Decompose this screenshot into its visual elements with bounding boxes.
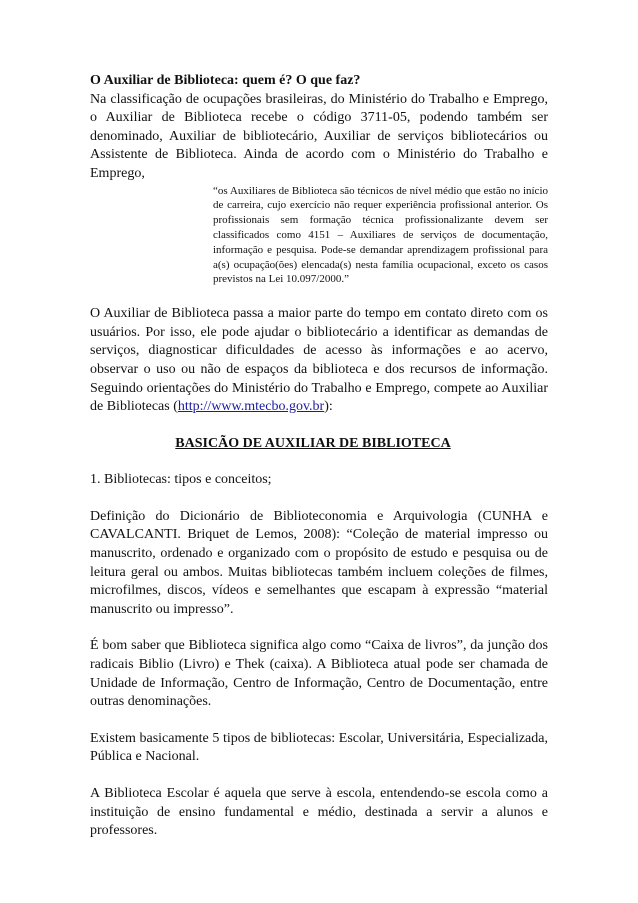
definition-paragraph: Definição do Dicionário de Biblioteconomia e Arquivologia (CUNHA e CAVALCANTI. Briquet de Lemos, 2008): “Coleção de material impresso ou manuscrito, ordenado e organizado com o propósito de estudo e pesquisa ou de leitura geral ou ambos. Muitas bibliotecas também incluem coleções de filmes, microfilmes, discos, vídeos e semelhantes que escapam à expressão “material manuscrito ou impresso”.: [90, 508, 548, 617]
school-library-paragraph: A Biblioteca Escolar é aquela que serve à escola, entendendo-se escola como a instituição de ensino fundamental e médio, destinada a servir a alunos e professores.: [90, 786, 548, 839]
contact-text-end: ):: [324, 399, 333, 415]
mtecbo-link[interactable]: http://www.mtecbo.gov.br: [177, 399, 325, 415]
intro-title: O Auxiliar de Biblioteca: quem é? O que faz?: [90, 73, 361, 88]
document-page: [90, 72, 548, 859]
ministry-quote: “os Auxiliares de Biblioteca são técnicos de nível médio que estão no início de carreira, cujo exercício não requer experiência profissional anterior. Os profissionais sem formação técnica profissionalizante devem ser classificados como 4151 – Auxiliares de serviços de documentação, informação e pesquisa. Pode-se demandar aprendizagem profissional para a(s) ocupação(ões) elencada(s) nesta família ocupacional, exceto os casos previstos na Lei 10.097/2000.”: [213, 184, 548, 286]
types-paragraph: Existem basicamente 5 tipos de bibliotecas: Escolar, Universitária, Especializada, Pública e Nacional.: [90, 730, 548, 765]
contact-paragraph: [90, 305, 548, 417]
meaning-paragraph: É bom saber que Biblioteca significa algo como “Caixa de livros”, da junção dos radicais Biblio (Livro) e Thek (caixa). A Biblioteca atual pode ser chamada de Unidade de Informação, Centro de Informação, Centro de Documentação, entre outras denominações.: [90, 638, 548, 710]
intro-paragraph: Na classificação de ocupações brasileiras, do Ministério do Trabalho e Emprego, o Auxiliar de Biblioteca recebe o código 3711-05, podendo também ser denominado, Auxiliar de bibliotecário, Auxiliar de serviços bibliotecários ou Assistente de Biblioteca. Ainda de acordo com o Ministério do Trabalho e Emprego,: [90, 91, 548, 181]
list-item-1: 1. Bibliotecas: tipos e conceitos;: [90, 472, 272, 488]
contact-text: O Auxiliar de Biblioteca passa a maior parte do tempo em contato direto com os usuários. Por isso, ele pode ajudar o bibliotecário a identificar as demandas de serviços, diagnosticar dificuldades de acesso às informações e ao acervo, observar o uso ou não de espaços da biblioteca e dos recursos de informação. Seguindo orientações do Ministério do Trabalho e Emprego, compete ao Auxiliar de Bibliotecas (: [90, 306, 548, 415]
section-title: BASICÃO DE AUXILIAR DE BIBLIOTECA: [175, 435, 451, 451]
